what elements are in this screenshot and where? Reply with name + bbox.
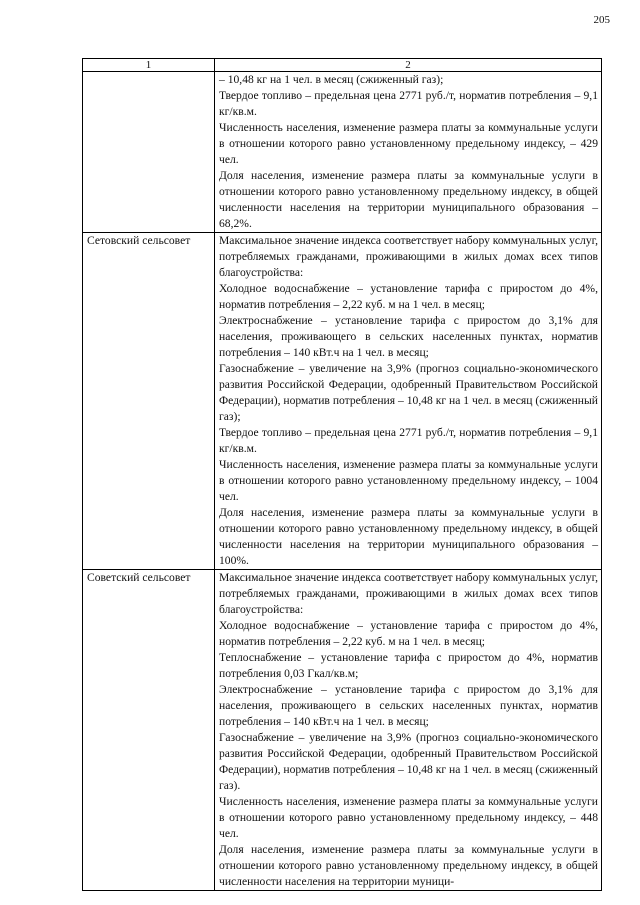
- row-description: [215, 570, 602, 891]
- row-name: Советский сельсовет: [83, 570, 215, 891]
- paragraph: Электроснабжение – установление тарифа с приростом до 3,1% для населения, проживающего в сельских населенных пунктах, норматив потребления – 140 кВт.ч на 1 чел. в месяц;: [219, 314, 598, 359]
- row-name: Сетовский сельсовет: [83, 233, 215, 570]
- paragraph: Твердое топливо – предельная цена 2771 руб./т, норматив потребления – 9,1 кг/кв.м.: [219, 426, 598, 455]
- paragraph: Электроснабжение – установление тарифа с приростом до 3,1% для населения, проживающего в сельских населенных пунктах, норматив потребления – 140 кВт.ч на 1 чел. в месяц;: [219, 683, 598, 728]
- table-header-row: [83, 59, 602, 72]
- column-header-2: 2: [215, 59, 602, 72]
- paragraph: Максимальное значение индекса соответствует набору коммунальных услуг, потребляемых гражданами, проживающими в жилых домах всех типов благоустройства:: [219, 571, 598, 616]
- table-row: [83, 570, 602, 891]
- paragraph: Теплоснабжение – установление тарифа с приростом до 4%, норматив потребления 0,03 Гкал/кв.м;: [219, 651, 598, 680]
- paragraph: Численность населения, изменение размера платы за коммунальные услуги в отношении которого равно установленному предельному индексу, – 448 чел.: [219, 795, 598, 840]
- paragraph: Холодное водоснабжение – установление тарифа с приростом до 4%, норматив потребления – 2,22 куб. м на 1 чел. в месяц;: [219, 619, 598, 648]
- paragraph: Численность населения, изменение размера платы за коммунальные услуги в отношении которого равно установленному предельному индексу, – 1004 чел.: [219, 458, 598, 503]
- paragraph: Максимальное значение индекса соответствует набору коммунальных услуг, потребляемых гражданами, проживающими в жилых домах всех типов благоустройства:: [219, 234, 598, 279]
- page-number: 205: [593, 14, 610, 26]
- paragraph: Газоснабжение – увеличение на 3,9% (прогноз социально-экономического развития Российской Федерации, одобренный Правительством Российской Федерации), норматив потребления – 10,48 кг на 1 чел. в месяц (сжиженный газ).: [219, 731, 598, 792]
- paragraph: Доля населения, изменение размера платы за коммунальные услуги в отношении которого равно установленному предельному индексу, в общей численности населения на территории муниципального образования – 100%.: [219, 506, 598, 567]
- document-table: [82, 58, 602, 891]
- paragraph: Доля населения, изменение размера платы за коммунальные услуги в отношении которого равно установленному предельному индексу, в общей численности населения на территории муниципального образования – 68,2%.: [219, 169, 598, 230]
- paragraph: Холодное водоснабжение – установление тарифа с приростом до 4%, норматив потребления – 2,22 куб. м на 1 чел. в месяц;: [219, 282, 598, 311]
- table-row: [83, 233, 602, 570]
- row-description: [215, 72, 602, 233]
- paragraph: Газоснабжение – увеличение на 3,9% (прогноз социально-экономического развития Российской Федерации, одобренный Правительством Российской Федерации), норматив потребления – 10,48 кг на 1 чел. в месяц (сжиженный газ);: [219, 362, 598, 423]
- paragraph: Доля населения, изменение размера платы за коммунальные услуги в отношении которого равно установленному предельному индексу, в общей численности населения на территории муници-: [219, 843, 598, 888]
- paragraph: Численность населения, изменение размера платы за коммунальные услуги в отношении которого равно установленному предельному индексу, – 429 чел.: [219, 121, 598, 166]
- column-header-1: 1: [83, 59, 215, 72]
- table-row: [83, 72, 602, 233]
- row-name: [83, 72, 215, 233]
- paragraph: – 10,48 кг на 1 чел. в месяц (сжиженный газ);: [219, 73, 444, 86]
- paragraph: Твердое топливо – предельная цена 2771 руб./т, норматив потребления – 9,1 кг/кв.м.: [219, 89, 598, 118]
- row-description: [215, 233, 602, 570]
